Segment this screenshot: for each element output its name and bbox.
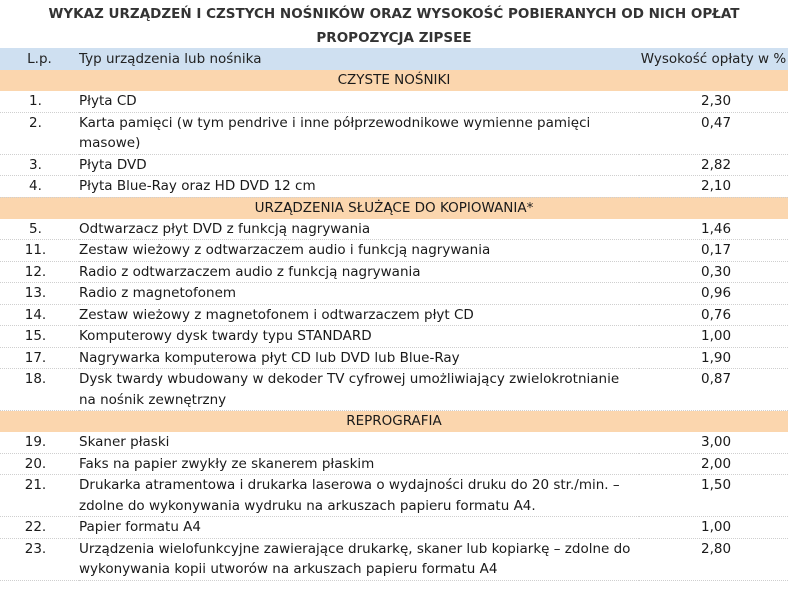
row-fee: 0,76 [639,304,788,326]
row-number: 5. [0,219,79,240]
table-row [0,369,788,411]
row-fee: 2,30 [639,91,788,112]
row-name: Zestaw wieżowy z odtwarzaczem audio i funkcją nagrywania [79,240,639,262]
row-name: Urządzenia wielofunkcyjne zawierające drukarkę, skaner lub kopiarkę – zdolne do wykonywania kopii utworów na arkuszach papieru formatu A4 [79,538,639,580]
fee-table [0,48,788,581]
row-fee: 0,30 [639,261,788,283]
table-row [0,112,788,154]
row-number: 22. [0,517,79,539]
row-number: 13. [0,283,79,305]
row-name: Radio z odtwarzaczem audio z funkcją nagrywania [79,261,639,283]
table-row [0,475,788,517]
document-title [0,0,788,48]
row-fee: 0,87 [639,369,788,411]
table-row [0,538,788,580]
table-row [0,283,788,305]
section-header-row [0,197,788,219]
row-number: 12. [0,261,79,283]
row-fee: 3,00 [639,432,788,453]
row-number: 17. [0,347,79,369]
row-fee: 2,82 [639,154,788,176]
row-fee: 0,47 [639,112,788,154]
table-row [0,176,788,198]
row-number: 1. [0,91,79,112]
header-type: Typ urządzenia lub nośnika [79,48,639,70]
table-row [0,326,788,348]
row-name: Zestaw wieżowy z magnetofonem i odtwarzaczem płyt CD [79,304,639,326]
row-fee: 0,17 [639,240,788,262]
row-number: 15. [0,326,79,348]
header-fee: Wysokość opłaty w % [639,48,788,70]
row-fee: 1,90 [639,347,788,369]
row-name: Odtwarzacz płyt DVD z funkcją nagrywania [79,219,639,240]
row-fee: 2,10 [639,176,788,198]
table-row [0,261,788,283]
row-number: 4. [0,176,79,198]
row-number: 21. [0,475,79,517]
header-lp: L.p. [0,48,79,70]
section-header-row [0,70,788,91]
row-number: 18. [0,369,79,411]
row-fee: 1,00 [639,326,788,348]
row-name: Płyta DVD [79,154,639,176]
row-number: 3. [0,154,79,176]
table-row [0,432,788,453]
row-name: Dysk twardy wbudowany w dekoder TV cyfrowej umożliwiający zwielokrotnianie na nośnik zewnętrzny [79,369,639,411]
row-number: 23. [0,538,79,580]
row-number: 11. [0,240,79,262]
row-name: Karta pamięci (w tym pendrive i inne półprzewodnikowe wymienne pamięci masowe) [79,112,639,154]
row-name: Płyta Blue-Ray oraz HD DVD 12 cm [79,176,639,198]
row-name: Płyta CD [79,91,639,112]
row-name: Nagrywarka komputerowa płyt CD lub DVD lub Blue-Ray [79,347,639,369]
section-title: URZĄDZENIA SŁUŻĄCE DO KOPIOWANIA* [0,197,788,219]
row-name: Skaner płaski [79,432,639,453]
table-row [0,453,788,475]
section-title: CZYSTE NOŚNIKI [0,70,788,91]
table-row [0,219,788,240]
table-row [0,240,788,262]
table-header-row [0,48,788,70]
row-name: Radio z magnetofonem [79,283,639,305]
table-row [0,91,788,112]
title-line-1: WYKAZ URZĄDZEŃ I CZSTYCH NOŚNIKÓW ORAZ WYSOKOŚĆ POBIERANYCH OD NICH OPŁAT [48,6,740,22]
row-name: Drukarka atramentowa i drukarka laserowa o wydajności druku do 20 str./min. – zdolne do wykonywania wydruku na arkuszach papieru formatu A4. [79,475,639,517]
row-number: 19. [0,432,79,453]
row-fee: 2,00 [639,453,788,475]
row-name: Papier formatu A4 [79,517,639,539]
row-number: 20. [0,453,79,475]
row-fee: 2,80 [639,538,788,580]
table-row [0,154,788,176]
row-fee: 1,00 [639,517,788,539]
title-line-2: PROPOZYCJA ZIPSEE [316,30,472,46]
row-number: 14. [0,304,79,326]
table-row [0,304,788,326]
section-header-row [0,411,788,433]
table-row [0,517,788,539]
row-fee: 0,96 [639,283,788,305]
table-row [0,347,788,369]
row-name: Faks na papier zwykły ze skanerem płaskim [79,453,639,475]
row-fee: 1,50 [639,475,788,517]
row-name: Komputerowy dysk twardy typu STANDARD [79,326,639,348]
row-number: 2. [0,112,79,154]
row-fee: 1,46 [639,219,788,240]
section-title: REPROGRAFIA [0,411,788,433]
